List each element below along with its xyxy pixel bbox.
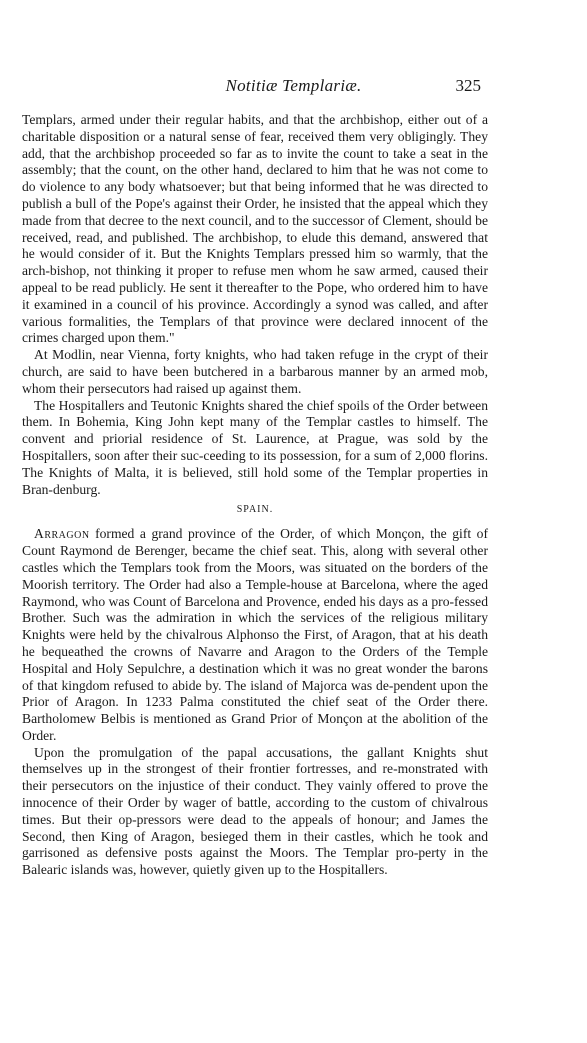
paragraph-hospitallers: The Hospitallers and Teutonic Knights shared the chief spoils of the Order between them. In Bohemia, King John kept many of the Templar castles to himself. The convent and priorial residence of St. Laurence, at Prague, was sold by the Hospitallers, soon after their suc-ceeding to its possession, for a sum of 2,000 florins. The Knights of Malta, it is believed, still hold some of the Templar properties in Bran-denburg. [22,397,488,497]
body-text [22,112,488,879]
page-header [0,76,587,98]
paragraph-papal-accusations: Upon the promulgation of the papal accusations, the gallant Knights shut themselves up in the strongest of their frontier fortresses, and re-monstrated with their persecutors on the injustice of their conduct. They vainly offered to prove the innocence of their Order by wager of battle, according to the custom of chivalrous times. But their op-pressors were dead to the appeals of honour; and James the Second, then King of Aragon, besieged them in their castles, which he took and garrisoned as defensive posts against the Moors. The Templar pro-perty in the Balearic islands was, however, quietly given up to the Hospitallers. [22,744,488,878]
page-number: 325 [455,76,481,95]
section-heading-spain: SPAIN. [236,504,274,516]
paragraph-modlin: At Modlin, near Vienna, forty knights, who had taken refuge in the crypt of their church, are said to have been butchered in a barbarous manner by an armed mob, whom their persecutors had raised up against them. [22,347,488,396]
paragraph-lead-word: Arragon [34,526,90,542]
paragraph-continuation: Templars, armed under their regular habits, and that the archbishop, either out of a charitable disposition or a natural sense of fear, received them very obligingly. They add, that the archbishop proceeded so far as to invite the count to take a seat in the assembly; that the count, on the other hand, declared to him that he was not come to do violence to any body whatsoever; but that being informed that he was directed to publish a bull of the Pope's against their Order, he insisted that the appeal which they made from that decree to the next council, and to the successor of Clement, should be received, read, and published. The archbishop, to elude this demand, answered that he would consider of it. But the Knights Templars pressed him so warmly, that the arch-bishop, not thinking it proper to refuse men whom he saw armed, caused their appeal to be read publicly. He sent it thereafter to the Pope, who ordered him to have it examined in a council of his province. Accordingly a synod was called, and after various formalities, the Templars of that province were declared innocent of the crimes charged upon them." [22,112,488,346]
paragraph-arragon-text: formed a grand province of the Order, of which Monçon, the gift of Count Raymond de Berenger, became the chief seat. This, along with several other castles which the Templars took from the Moors, was situated on the borders of the Moorish territory. The Order had also a Temple-house at Barcelona, where the aged Raymond, who was Count of Barcelona and Provence, ended his days as a pro-fessed Brother. Such was the admiration in which the services of the religious military Knights were held by the chivalrous Alphonso the First, of Aragon, that at his death he bequeathed the crowns of Navarre and Aragon to the Orders of the Temple Hospital and Holy Sepulchre, a destination which it was no great wonder the barons of that kingdom refused to abide by. The island of Majorca was de-pendent upon the Prior of Aragon. In 1233 Palma constituted the chief seat of the Order there. Bartholomew Belbis is mentioned as Grand Prior of Monçon at the abolition of the Order. [22,526,488,743]
running-title: Notitiæ Templariæ. [225,76,362,95]
paragraph-arragon [22,526,488,744]
